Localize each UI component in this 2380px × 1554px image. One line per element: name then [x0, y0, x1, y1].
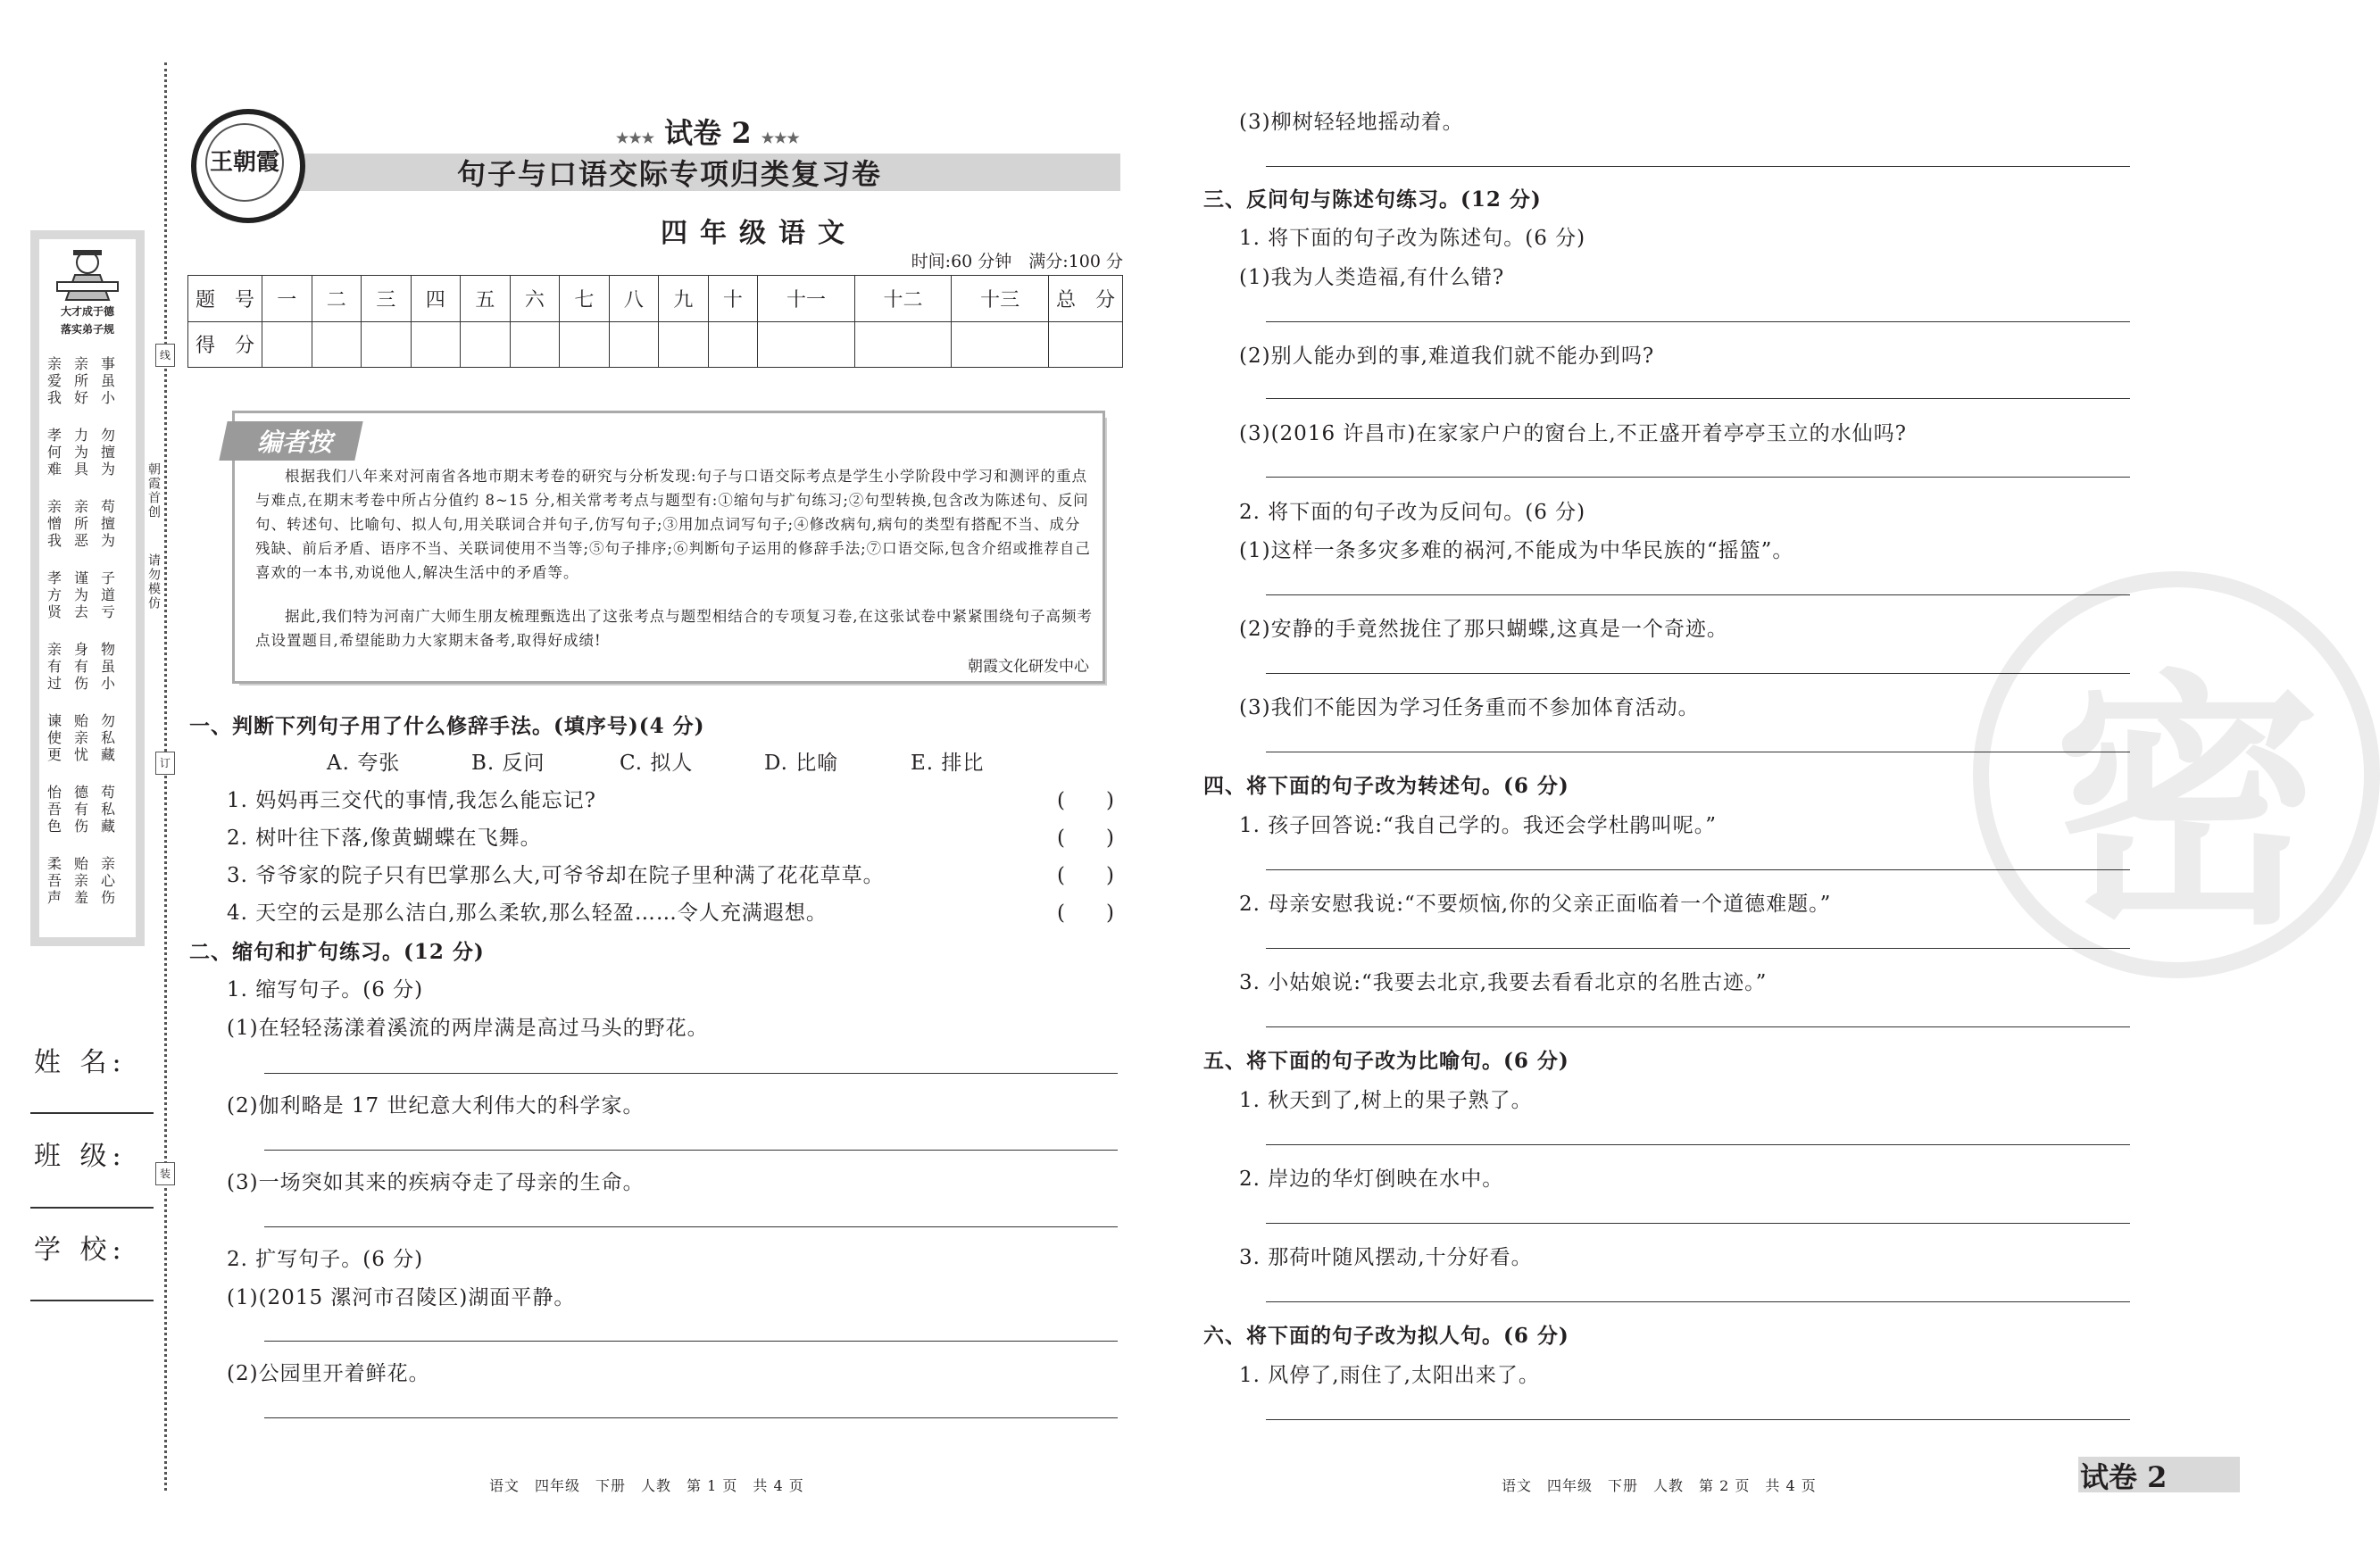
score-input-cell[interactable]: [461, 321, 511, 368]
s4-item-2: 2. 母亲安慰我说:“不要烦恼,你的父亲正面临着一个道德难题。”: [1239, 893, 1832, 916]
motto-verse: 孝方贤: [46, 569, 62, 620]
motto-verse: 谏使更: [46, 712, 62, 763]
answer-line[interactable]: [1266, 321, 2130, 322]
answer-line[interactable]: [264, 1341, 1118, 1342]
s1-answer-1[interactable]: ( ): [1057, 789, 1114, 812]
s3-q1-item-1: (1)我为人类造福,有什么错?: [1239, 266, 1505, 289]
s4-item-3: 3. 小姑娘说:“我要去北京,我要去看看北京的名胜古迹。”: [1239, 971, 1768, 994]
score-header-cell: 八: [609, 276, 659, 322]
answer-line[interactable]: [1266, 1301, 2130, 1302]
motto-verse: 柔吾声: [46, 855, 62, 906]
motto-verse: 子道亏: [100, 569, 115, 620]
subject-title: 四年级语文: [661, 218, 857, 249]
class-field[interactable]: [30, 1207, 154, 1209]
class-label: 班 级:: [34, 1141, 127, 1172]
motto-verse: 亲爱我: [46, 355, 62, 406]
motto-verse: 谨为去: [73, 569, 88, 620]
score-header-cell: 七: [560, 276, 610, 322]
vertical-note-1: 朝霞首创: [146, 462, 161, 519]
s1-answer-2[interactable]: ( ): [1057, 827, 1114, 850]
star-right-icon: ★★★: [761, 129, 800, 146]
exam-tag: 试卷 2: [2080, 1460, 2168, 1494]
score-input-cell[interactable]: [609, 321, 659, 368]
s1-item-3: 3. 爷爷家的院子只有巴掌那么大,可爷爷却在院子里种满了花花草草。: [227, 864, 885, 887]
motto-verse: 苟私藏: [100, 784, 115, 835]
score-input-cell[interactable]: [708, 321, 758, 368]
answer-line[interactable]: [264, 1150, 1118, 1151]
s6-item-1: 1. 风停了,雨住了,太阳出来了。: [1239, 1364, 1540, 1387]
motto-verse: 勿私藏: [100, 712, 115, 763]
motto-verse: 贻亲忧: [73, 712, 88, 763]
score-header-cell: 五: [461, 276, 511, 322]
s3-q1-title: 1. 将下面的句子改为陈述句。(6 分): [1239, 227, 1586, 250]
motto-verse: 物虽小: [100, 641, 115, 692]
s3-q1-item-3: (3)(2016 许昌市)在家家户户的窗台上,不正盛开着亭亭玉立的水仙吗?: [1239, 422, 1908, 445]
score-header-cell: 九: [659, 276, 709, 322]
score-header-cell: 一: [262, 276, 312, 322]
s3-q2-title: 2. 将下面的句子改为反问句。(6 分): [1239, 501, 1586, 524]
motto-verse: 事虽小: [100, 355, 115, 406]
section-2-title: 二、缩句和扩句练习。(12 分): [189, 940, 485, 964]
score-input-cell[interactable]: [262, 321, 312, 368]
score-header-cell: 六: [510, 276, 560, 322]
s2-q2-item-1: (1)(2015 漯河市召陵区)湖面平静。: [227, 1286, 576, 1309]
answer-line[interactable]: [264, 1417, 1118, 1418]
score-input-cell[interactable]: [854, 321, 952, 368]
scholar-figure-icon: [39, 246, 136, 302]
name-field[interactable]: [30, 1112, 154, 1114]
score-header-cell: 四: [411, 276, 461, 322]
answer-line[interactable]: [1266, 673, 2130, 674]
score-header-cell: 十二: [854, 276, 952, 322]
answer-line[interactable]: [1266, 869, 2130, 870]
answer-line[interactable]: [1266, 166, 2130, 167]
section-5-title: 五、将下面的句子改为比喻句。(6 分): [1203, 1049, 1569, 1073]
s2-q2-item-2: (2)公园里开着鲜花。: [227, 1362, 430, 1385]
score-input-cell[interactable]: [312, 321, 362, 368]
answer-line[interactable]: [1266, 1419, 2130, 1420]
answer-line[interactable]: [1266, 948, 2130, 949]
motto-verse: 亲所好: [73, 355, 88, 406]
answer-line[interactable]: [1266, 1026, 2130, 1027]
score-input-cell[interactable]: [362, 321, 412, 368]
editor-para-1: 根据我们八年来对河南省各地市期末考卷的研究与分析发现:句子与口语交际考点是学生小学阶段中学习和测评的重点与难点,在期末考卷中所占分值约 8~15 分,相关常考考点与题型有:①缩句与扩句练习;②句型转换,包含改为陈述句、反问句、转述句、比喻句、拟人句,用关联词合并句子,仿写句子;③用加点词写句子;④修改病句,病句的类型有搭配不当、成分残缺、前后矛盾、语序不当、关联词使用不当等;⑤句子排序;⑥判断句子运用的修辞手法;⑦口语交际,包含介绍或推荐自己喜欢的一本书,劝说他人,解决生活中的矛盾等。: [255, 468, 1091, 581]
s2-q2-title: 2. 扩写句子。(6 分): [227, 1248, 424, 1271]
section-4-title: 四、将下面的句子改为转述句。(6 分): [1203, 774, 1569, 798]
answer-line[interactable]: [1266, 594, 2130, 595]
motto-verse: 贻亲羞: [73, 855, 88, 906]
binding-mark-order: 订: [155, 752, 175, 775]
motto-head-2: 落实弟子规: [60, 323, 114, 336]
score-header-cell: 十三: [952, 276, 1049, 322]
score-row-score: [188, 321, 1123, 368]
answer-line[interactable]: [264, 1226, 1118, 1227]
option-d: D. 比喻: [764, 752, 839, 775]
s2-q1-item-2: (2)伽利略是 17 世纪意大利伟大的科学家。: [227, 1094, 645, 1118]
motto-verse: 力为具: [73, 427, 88, 478]
motto-verse: 德有伤: [73, 784, 88, 835]
motto-verses: [46, 355, 136, 935]
logo-text: 王朝霞: [205, 123, 284, 202]
score-input-cell[interactable]: [560, 321, 610, 368]
s3-q2-item-1: (1)这样一条多灾多难的祸河,不能成为中华民族的“摇篮”。: [1239, 539, 1794, 562]
section-3-title: 三、反问句与陈述句练习。(12 分): [1203, 187, 1542, 212]
s5-item-3: 3. 那荷叶随风摆动,十分好看。: [1239, 1246, 1533, 1269]
answer-line[interactable]: [1266, 1144, 2130, 1145]
score-header-cell: 总 分: [1049, 276, 1123, 322]
s2-q2-item-3: (3)柳树轻轻地摇动着。: [1239, 111, 1464, 134]
name-label: 姓 名:: [34, 1047, 127, 1078]
motto-verse: 亲憎我: [46, 498, 62, 549]
option-e: E. 排比: [911, 752, 985, 775]
s4-item-1: 1. 孩子回答说:“我自己学的。我还会学杜鹃叫呢。”: [1239, 814, 1718, 837]
vertical-note-2: 请勿模仿: [146, 553, 161, 611]
footer-right: 语文 四年级 下册 人教 第 2 页 共 4 页: [1502, 1477, 1817, 1494]
answer-line[interactable]: [1266, 477, 2130, 478]
motto-verse: 怡吾色: [46, 784, 62, 835]
school-label: 学 校:: [34, 1234, 127, 1266]
binding-mark-bind: 装: [155, 1162, 175, 1185]
score-header-cell: 题 号: [188, 276, 262, 322]
answer-line[interactable]: [264, 1073, 1118, 1074]
s1-answer-3[interactable]: ( ): [1057, 864, 1114, 887]
score-table: [187, 275, 1123, 368]
score-header-cell: 十: [708, 276, 758, 322]
score-input-cell[interactable]: [952, 321, 1049, 368]
footer-left: 语文 四年级 下册 人教 第 1 页 共 4 页: [489, 1477, 804, 1494]
score-row-header: [188, 276, 1123, 322]
s2-q1-item-1: (1)在轻轻荡漾着溪流的两岸满是高过马头的野花。: [227, 1017, 709, 1040]
s1-answer-4[interactable]: ( ): [1057, 902, 1114, 925]
editor-para-2: 据此,我们特为河南广大师生朋友梳理甄选出了这张考点与题型相结合的专项复习卷,在这张试卷中紧紧围绕句子高频考点设置题目,希望能助力大家期末备考,取得好成绩!: [255, 608, 1093, 649]
school-field[interactable]: [30, 1300, 154, 1301]
s3-q2-item-3: (3)我们不能因为学习任务重而不参加体育活动。: [1239, 696, 1700, 719]
s1-item-1: 1. 妈妈再三交代的事情,我怎么能忘记?: [227, 789, 596, 812]
answer-line[interactable]: [1266, 398, 2130, 399]
score-input-cell[interactable]: [659, 321, 709, 368]
section-6-title: 六、将下面的句子改为拟人句。(6 分): [1203, 1324, 1569, 1348]
s2-q1-item-3: (3)一场突如其来的疾病夺走了母亲的生命。: [227, 1171, 645, 1194]
s3-q1-item-2: (2)别人能办到的事,难道我们就不能办到吗?: [1239, 345, 1655, 368]
binding-mark-line: 线: [155, 344, 175, 367]
motto-verse: 亲心伤: [100, 855, 115, 906]
s1-item-2: 2. 树叶往下落,像黄蝴蝶在飞舞。: [227, 827, 542, 850]
option-b: B. 反问: [471, 752, 545, 775]
option-c: C. 拟人: [620, 752, 694, 775]
score-input-cell[interactable]: [510, 321, 560, 368]
score-input-cell[interactable]: [1049, 321, 1123, 368]
motto-verse: 勿擅为: [100, 427, 115, 478]
s5-item-1: 1. 秋天到了,树上的果子熟了。: [1239, 1089, 1533, 1112]
time-info: 时间:60 分钟 满分:100 分: [911, 252, 1123, 271]
s2-q1-title: 1. 缩写句子。(6 分): [227, 978, 424, 1001]
editor-tag: 编者按: [256, 428, 332, 457]
star-left-icon: ★★★: [616, 129, 655, 146]
answer-line[interactable]: [1266, 1223, 2130, 1224]
motto-verse: 孝何难: [46, 427, 62, 478]
score-input-cell[interactable]: [411, 321, 461, 368]
score-header-cell: 二: [312, 276, 362, 322]
motto-head-1: 大才成于德: [60, 305, 114, 318]
s1-item-4: 4. 天空的云是那么洁白,那么柔软,那么轻盈……令人充满遐想。: [227, 902, 828, 925]
editor-signature: 朝霞文化研发中心: [968, 658, 1089, 676]
s5-item-2: 2. 岸边的华灯倒映在水中。: [1239, 1168, 1504, 1191]
binding-dotted-line: [164, 62, 167, 1491]
motto-verse: 亲所恶: [73, 498, 88, 549]
s3-q2-item-2: (2)安静的手竟然拢住了那只蝴蝶,这真是一个奇迹。: [1239, 618, 1728, 641]
score-header-cell: 十一: [758, 276, 855, 322]
section-1-title: 一、判断下列句子用了什么修辞手法。(填序号)(4 分): [189, 714, 705, 738]
confidential-stamp-char: 密: [2053, 645, 2321, 960]
motto-verse: 苟擅为: [100, 498, 115, 549]
exam-title: 句子与口语交际专项归类复习卷: [456, 157, 882, 191]
option-a: A. 夸张: [327, 752, 401, 775]
score-input-cell[interactable]: [758, 321, 855, 368]
motto-verse: 身有伤: [73, 641, 88, 692]
exam-label: ★★★ 试卷 2 ★★★: [616, 116, 800, 150]
score-row-label: 得 分: [188, 321, 262, 368]
motto-verse: 亲有过: [46, 641, 62, 692]
score-header-cell: 三: [362, 276, 412, 322]
